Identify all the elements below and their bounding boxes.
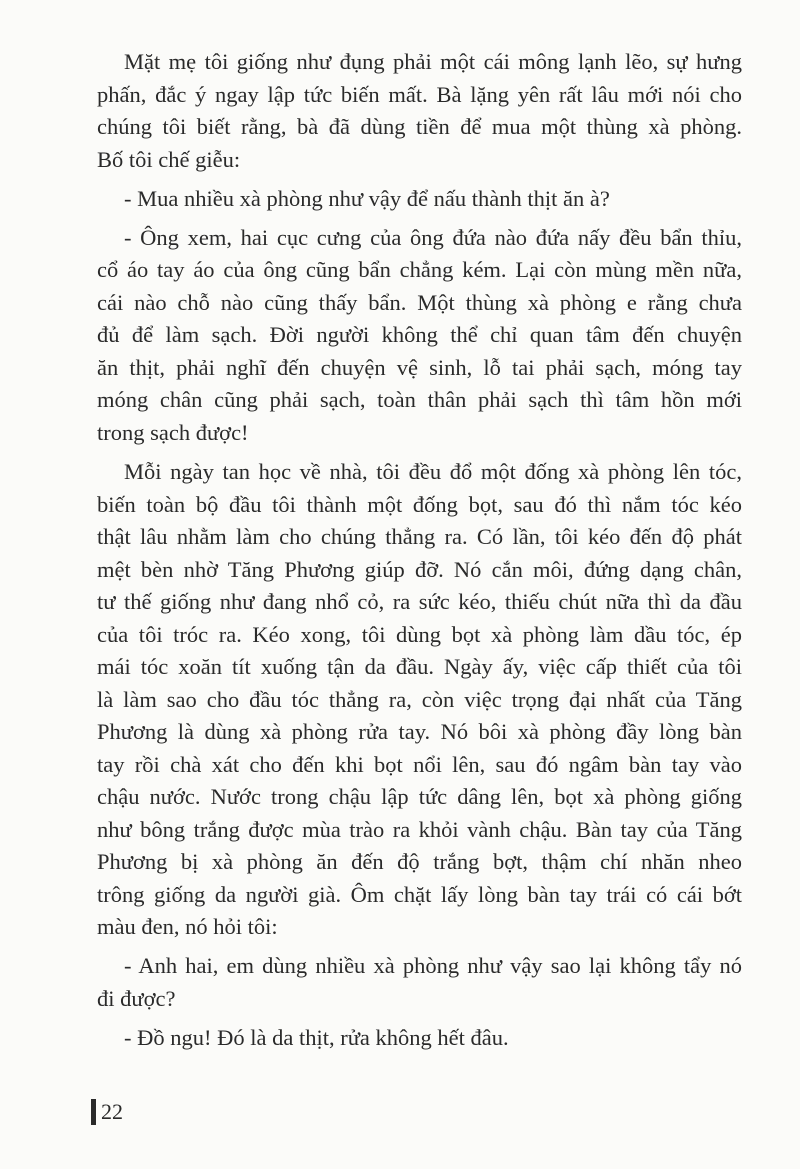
paragraph bbox=[97, 1022, 742, 1055]
text-line: - Anh hai, em dùng nhiều xà phòng như vậy sao lại không tẩy nó bbox=[124, 953, 742, 979]
text-line: trông giống da người già. Ôm chặt lấy lòng bàn tay trái có cái bớt bbox=[97, 881, 742, 907]
text-line: trong sạch được! bbox=[97, 419, 249, 445]
page-number: 22 bbox=[101, 1099, 123, 1124]
text-line: biến toàn bộ đầu tôi thành một đống bọt, sau đó thì nắm tóc kéo bbox=[97, 491, 742, 517]
text-line: tay rồi chà xát cho đến khi bọt nổi lên, sau đó ngâm bàn tay vào bbox=[97, 751, 742, 777]
text-line: - Mua nhiều xà phòng như vậy để nấu thành thịt ăn à? bbox=[124, 185, 610, 211]
text-line: cái nào chỗ nào cũng thấy bẩn. Một thùng xà phòng e rằng chưa bbox=[97, 289, 742, 315]
text-line: mái tóc xoăn tít xuống tận da đầu. Ngày ấy, việc cấp thiết của tôi bbox=[97, 654, 742, 680]
text-line: ăn thịt, phải nghĩ đến chuyện vệ sinh, lỗ tai phải sạch, móng tay bbox=[97, 354, 742, 380]
text-line: chậu nước. Nước trong chậu lập tức dâng lên, bọt xà phòng giống bbox=[97, 784, 742, 810]
text-line: Phương là dùng xà phòng rửa tay. Nó bôi xà phòng đầy lòng bàn bbox=[97, 719, 742, 745]
paragraph bbox=[97, 183, 742, 216]
text-line: Bố tôi chế giễu: bbox=[97, 146, 241, 172]
text-line: đủ để làm sạch. Đời người không thể chỉ quan tâm đến chuyện bbox=[97, 322, 742, 348]
text-line: thật lâu nhằm làm cho chúng thẳng ra. Có lần, tôi kéo đến độ phát bbox=[97, 524, 742, 550]
text-line: cổ áo tay áo của ông cũng bẩn chẳng kém. Lại còn mùng mền nữa, bbox=[97, 257, 742, 283]
page-body bbox=[97, 46, 742, 1061]
text-line: tư thế giống như đang nhổ cỏ, ra sức kéo, thiếu chút nữa thì da đầu bbox=[97, 589, 742, 615]
text-line: đi được? bbox=[97, 985, 176, 1011]
paragraph bbox=[97, 950, 742, 1015]
text-line: chúng tôi biết rằng, bà đã dùng tiền để mua một thùng xà phòng. bbox=[97, 114, 742, 139]
text-line: như bông trắng được mùa trào ra khỏi vành chậu. Bàn tay của Tăng bbox=[97, 816, 742, 842]
paragraph bbox=[97, 46, 742, 176]
text-line: Mặt mẹ tôi giống như đụng phải một cái mông lạnh lẽo, sự hưng bbox=[124, 49, 742, 74]
text-line: Phương bị xà phòng ăn đến độ trắng bợt, thậm chí nhăn nheo bbox=[97, 849, 742, 875]
text-line: - Ông xem, hai cục cưng của ông đứa nào đứa nấy đều bẩn thỉu, bbox=[124, 224, 742, 250]
paragraph bbox=[97, 222, 742, 450]
text-line: móng chân cũng phải sạch, toàn thân phải sạch thì tâm hồn mới bbox=[97, 387, 742, 413]
text-line: là làm sao cho đầu tóc thẳng ra, còn việc trọng đại nhất của Tăng bbox=[97, 686, 742, 712]
text-line: của tôi tróc ra. Kéo xong, tôi dùng bọt xà phòng làm dầu tóc, ép bbox=[97, 621, 742, 647]
text-line: phấn, đắc ý ngay lập tức biến mất. Bà lặng yên rất lâu mới nói cho bbox=[97, 81, 742, 107]
page-footer bbox=[91, 1099, 123, 1125]
page-number-bar bbox=[91, 1099, 96, 1125]
text-line: mệt bèn nhờ Tăng Phương giúp đỡ. Nó cắn môi, đứng dạng chân, bbox=[97, 556, 742, 582]
text-line: - Đồ ngu! Đó là da thịt, rửa không hết đâu. bbox=[124, 1024, 509, 1050]
paragraph bbox=[97, 456, 742, 944]
text-line: màu đen, nó hỏi tôi: bbox=[97, 914, 278, 940]
text-line: Mỗi ngày tan học về nhà, tôi đều đổ một đống xà phòng lên tóc, bbox=[124, 459, 742, 485]
